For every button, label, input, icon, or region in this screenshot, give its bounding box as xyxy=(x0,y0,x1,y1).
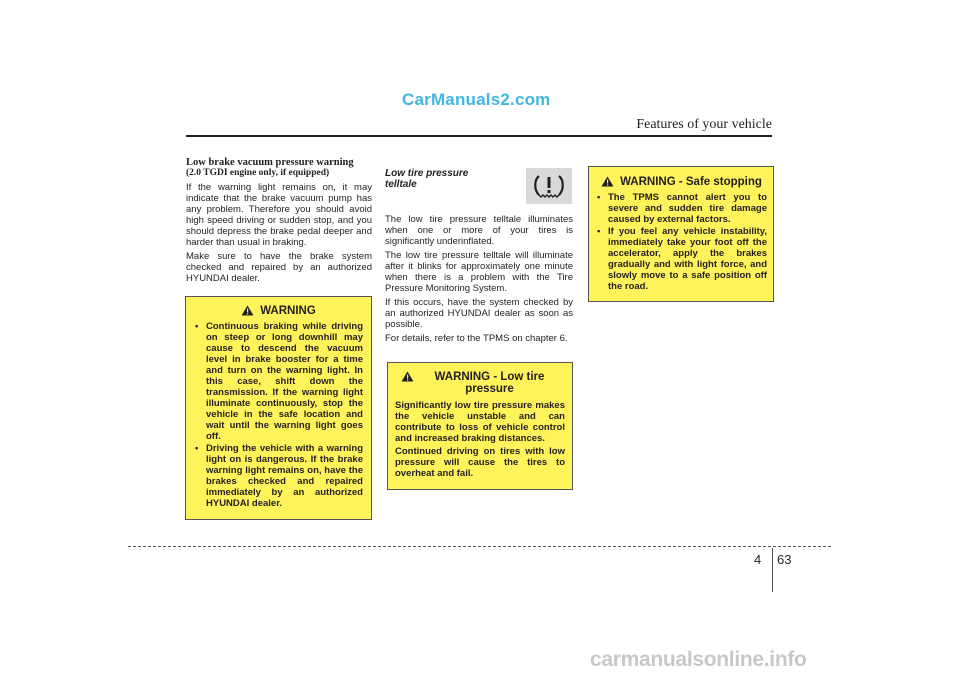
warning-box-brake xyxy=(185,296,372,520)
warning-title xyxy=(596,176,767,188)
warning-title xyxy=(194,305,363,317)
paragraph: Continued driving on tires with low pressure will cause the tires to overheat and fail. xyxy=(395,446,565,479)
paragraph: Make sure to have the brake system checked and repaired by an authorized HYUNDAI dealer. xyxy=(186,251,372,284)
page-number-divider xyxy=(772,548,773,592)
warning-box-safe-stopping xyxy=(588,166,774,302)
warning-triangle-icon xyxy=(401,371,414,382)
page-number: 63 xyxy=(777,552,792,567)
watermark-logo-bottom: carmanualsonline.info xyxy=(590,648,807,671)
warning-triangle-icon xyxy=(601,176,614,187)
paragraph: For details, refer to the TPMS on chapter 6. xyxy=(385,333,568,344)
heading-line-2: (2.0 TGDI engine only, if equipped) xyxy=(186,168,330,178)
list-item: • Continuous braking while driving on steep or long downhill may cause to descend the vacuum level in brake booster for a time and turn on the warning light. In this case, shift down the transmission. If the warning light illuminate continuously, stop the vehicle in the safe location and wait until the warning light goes off. xyxy=(195,321,363,442)
paragraph: If the warning light remains on, it may indicate that the brake vacuum pump has any problem. Therefore you should avoid high speed driving or sudden stop, and you should depress the brake pedal deeper and harder than usual in braking. xyxy=(186,182,372,248)
warning-title-text: WARNING - Low tire pressure xyxy=(434,371,545,395)
heading-line-1: Low brake vacuum pressure warning xyxy=(186,157,354,168)
list-item: • If you feel any vehicle instability, immediately take your foot off the accelerator, apply the brakes gradually and with light force, and slowly move to a safe position off the road. xyxy=(597,226,767,292)
brake-vacuum-heading xyxy=(186,157,372,179)
watermark-logo-top: CarManuals2.com xyxy=(402,90,551,109)
section-title: Features of your vehicle xyxy=(636,117,772,132)
brake-vacuum-body xyxy=(186,182,372,284)
warning-title-text: WARNING - Safe stopping xyxy=(620,176,762,188)
heading-line-1: Low tire pressure xyxy=(385,168,469,179)
paragraph: Significantly low tire pressure makes the vehicle unstable and can contribute to loss of vehicle control and increased braking distances. xyxy=(395,400,565,444)
paragraph: If this occurs, have the system checked by an authorized HYUNDAI dealer as soon as possible. xyxy=(385,297,573,330)
warning-title-text: WARNING xyxy=(260,305,316,317)
paragraph: The low tire pressure telltale illuminates when one or more of your tires is significantly underinflated. xyxy=(385,214,573,247)
chapter-number: 4 xyxy=(754,552,762,567)
tire-pressure-body xyxy=(385,214,573,344)
warning-list xyxy=(194,321,363,509)
heading-line-2: telltale xyxy=(385,179,417,190)
warning-box-low-tire xyxy=(387,362,573,490)
warning-title xyxy=(395,371,565,395)
header-rule xyxy=(186,135,772,137)
warning-triangle-icon xyxy=(241,305,254,316)
warning-list xyxy=(596,192,767,292)
footer-dashed-rule xyxy=(128,546,831,547)
list-item: • Driving the vehicle with a warning light on is dangerous. If the brake warning light remains on, have the brakes checked and repaired immediately by an authorized HYUNDAI dealer. xyxy=(195,443,363,509)
column-brake-vacuum xyxy=(186,157,372,287)
tpms-warning-icon xyxy=(526,168,572,204)
paragraph: The low tire pressure telltale will illuminate after it blinks for approximately one minute when there is a problem with the Tire Pressure Monitoring System. xyxy=(385,250,573,294)
list-item: • The TPMS cannot alert you to severe and sudden tire damage caused by external factors. xyxy=(597,192,767,225)
